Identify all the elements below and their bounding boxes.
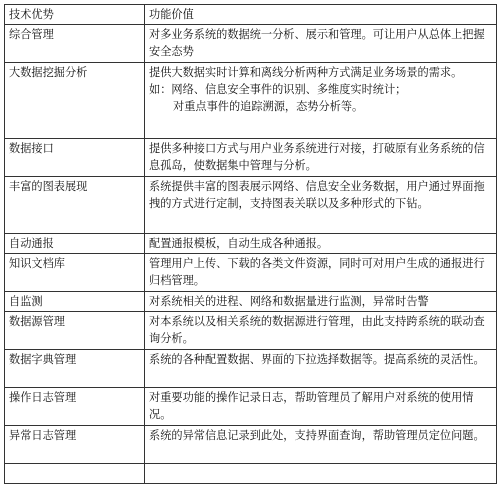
feature-cell: 综合管理 xyxy=(5,25,145,63)
value-text: 对系统相关的进程、网络和数据量进行监测，异常时告警 xyxy=(149,295,429,308)
value-text: 系统的异常信息记录到此处，支持界面查询，帮助管理员定位问题。 xyxy=(149,429,485,442)
value-cell xyxy=(145,139,497,177)
table-row xyxy=(5,388,497,426)
table-row xyxy=(5,426,497,464)
value-cell xyxy=(145,312,497,350)
feature-cell: 数据字典管理 xyxy=(5,350,145,388)
feature-cell: 大数据挖掘分析 xyxy=(5,63,145,139)
feature-cell: 知识文档库 xyxy=(5,254,145,292)
table-row-empty xyxy=(5,464,497,484)
feature-cell: 自动通报 xyxy=(5,234,145,254)
value-text: 管理用户上传、下载的各类文件资源，同时可对用户生成的通报进行归档管理。 xyxy=(149,257,485,287)
value-text: 对本系统以及相关系统的数据源进行管理，由此支持跨系统的联动查询分析。 xyxy=(149,315,485,345)
value-cell xyxy=(145,254,497,292)
feature-cell: 异常日志管理 xyxy=(5,426,145,464)
feature-cell: 操作日志管理 xyxy=(5,388,145,426)
table-row xyxy=(5,139,497,177)
value-cell xyxy=(145,350,497,388)
value-text: 系统的各种配置数据、界面的下拉选择数据等。提高系统的灵活性。 xyxy=(149,353,485,366)
feature-cell: 数据接口 xyxy=(5,139,145,177)
value-text: 对重要功能的操作记录日志，帮助管理员了解用户对系统的使用情况。 xyxy=(149,391,474,421)
feature-cell: 数据源管理 xyxy=(5,312,145,350)
value-cell xyxy=(145,177,497,234)
value-text: 对多业务系统的数据统一分析、展示和管理。可让用户从总体上把握安全态势 xyxy=(149,28,485,58)
value-text: 配置通报模板，自动生成各种通报。 xyxy=(149,237,329,250)
table-row xyxy=(5,350,497,388)
table-row xyxy=(5,254,497,292)
value-text: 对重点事件的追踪溯源，态势分析等。 xyxy=(173,100,364,113)
table-row xyxy=(5,312,497,350)
table-row xyxy=(5,234,497,254)
empty-cell xyxy=(145,464,497,484)
value-text: 提供大数据实时计算和离线分析两种方式满足业务场景的需求。 xyxy=(149,66,463,79)
feature-value-table xyxy=(4,4,497,484)
value-cell xyxy=(145,234,497,254)
value-cell xyxy=(145,25,497,63)
value-text: 系统提供丰富的图表展示网络、信息安全业务数据，用户通过界面拖拽的方式进行定制，支持图表关联以及多种形式的下钻。 xyxy=(149,180,485,210)
table-row xyxy=(5,25,497,63)
table-row xyxy=(5,63,497,139)
feature-cell: 丰富的图表展现 xyxy=(5,177,145,234)
header-value: 功能价值 xyxy=(145,5,497,25)
value-cell xyxy=(145,426,497,464)
empty-cell xyxy=(5,464,145,484)
feature-cell: 自监测 xyxy=(5,292,145,312)
header-feature: 技术优势 xyxy=(5,5,145,25)
value-text: 提供多种接口方式与用户业务系统进行对接，打破原有业务系统的信息孤岛，使数据集中管理与分析。 xyxy=(149,142,485,172)
table-header-row xyxy=(5,5,497,25)
table-row xyxy=(5,177,497,234)
value-cell xyxy=(145,63,497,139)
value-cell xyxy=(145,292,497,312)
value-text: 如：网络、信息安全事件的识别、多维度实时统计； xyxy=(149,83,407,96)
value-cell xyxy=(145,388,497,426)
table-row xyxy=(5,292,497,312)
